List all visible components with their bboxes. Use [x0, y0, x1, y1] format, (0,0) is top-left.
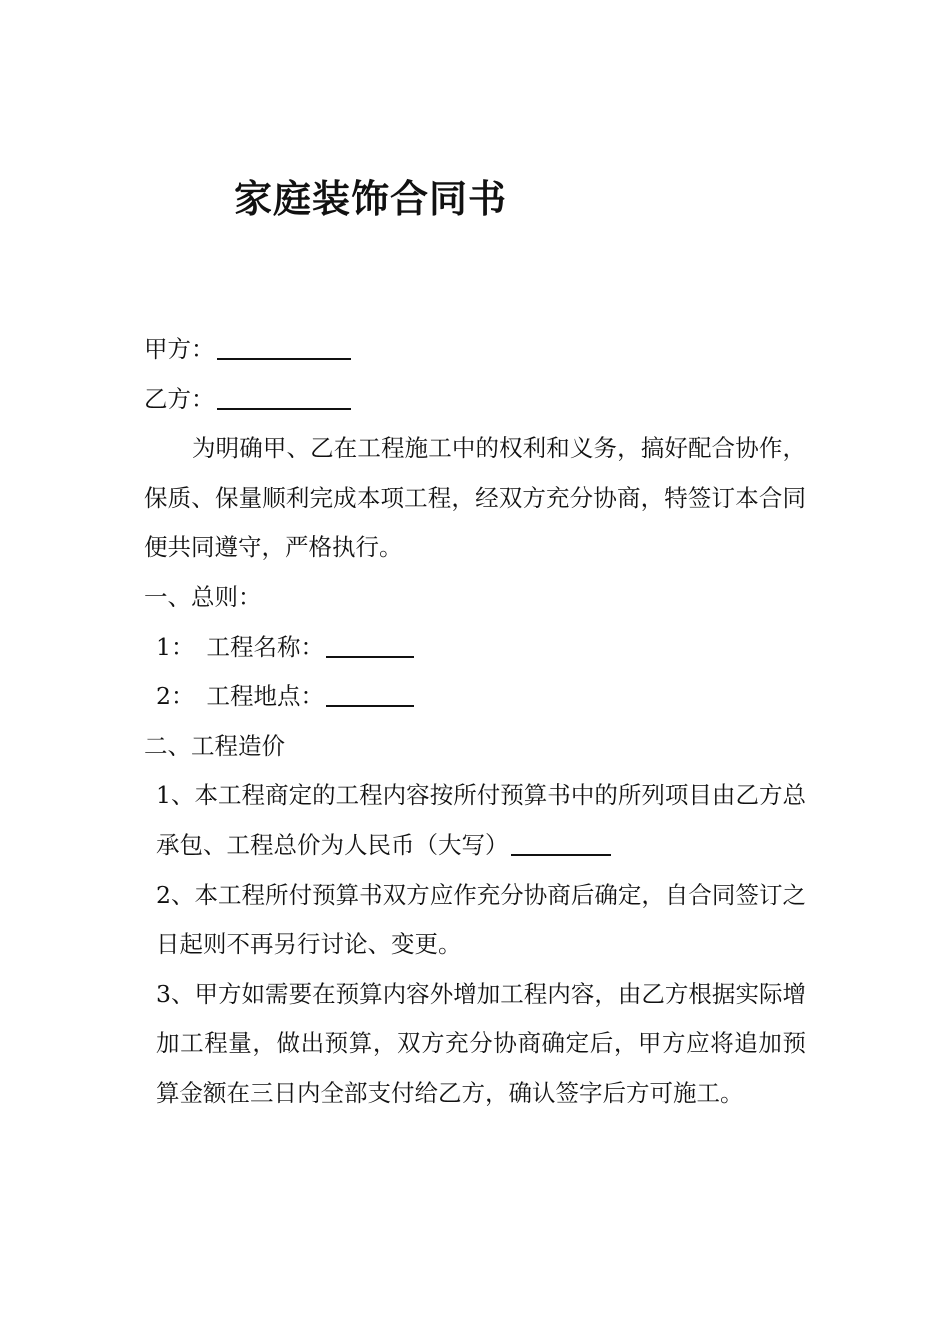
project-location-blank: [326, 681, 414, 707]
contract-body: [144, 325, 806, 1119]
section2-clause1: [144, 771, 806, 870]
project-name-blank: [326, 632, 414, 658]
section2-clause3: 3、甲方如需要在预算内容外增加工程内容，由乙方根据实际增加工程量，做出预算，双方充分协商确定后，甲方应将追加预算金额在三日内全部支付给乙方，确认签字后方可施工。: [156, 979, 806, 1107]
party-a-line: [144, 325, 806, 375]
section1-item1-label: 工程名称：: [206, 632, 324, 661]
section1-heading: 一、总则：: [144, 582, 262, 611]
document-title: 家庭装饰合同书: [234, 176, 508, 221]
section1-item2: [144, 672, 806, 722]
party-a-label: 甲方：: [144, 335, 215, 363]
party-b-line: [144, 375, 806, 425]
intro-paragraph: 为明确甲、乙在工程施工中的权利和义务，搞好配合协作，保质、保量顺利完成本项工程，经双方充分协商，特签订本合同便共同遵守，严格执行。: [144, 434, 806, 562]
total-price-blank: [511, 830, 611, 856]
party-b-label: 乙方：: [144, 384, 215, 413]
section1-item1: [144, 623, 806, 673]
section2-heading: 二、工程造价: [144, 731, 285, 760]
party-a-blank: [217, 334, 351, 360]
section2-clause2: 2、本工程所付预算书双方应作充分协商后确定，自合同签订之日起则不再另行讨论、变更。: [156, 880, 806, 959]
section1-item1-number: 1：: [156, 632, 195, 661]
section1-item2-number: 2：: [156, 682, 195, 711]
section1-item2-label: 工程地点：: [206, 682, 324, 711]
party-b-blank: [217, 384, 351, 410]
section2-clause1-text: 1、本工程商定的工程内容按所付预算书中的所列项目由乙方总承包、工程总价为人民币（大写）: [156, 781, 806, 859]
